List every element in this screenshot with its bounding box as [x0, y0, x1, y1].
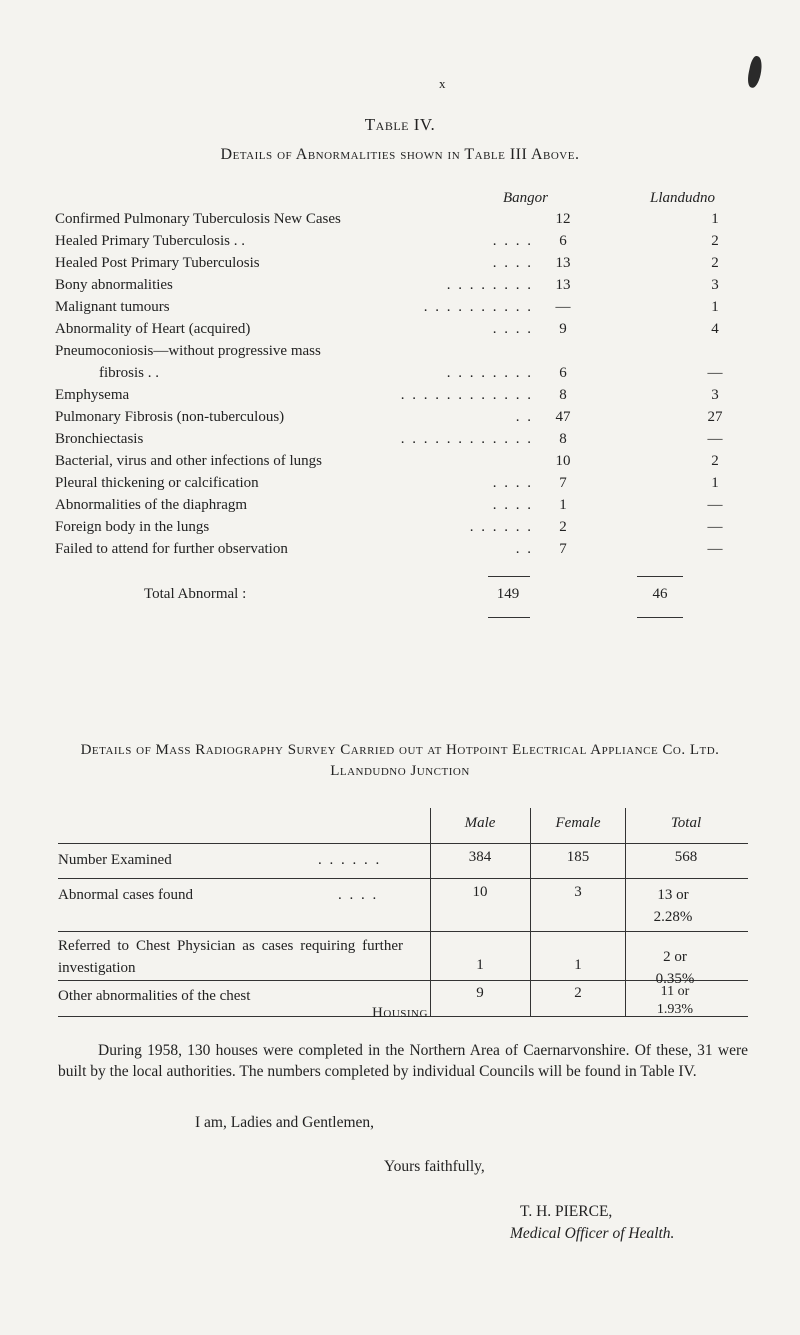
table-row: [55, 365, 745, 387]
row-label: Emphysema: [55, 387, 130, 403]
closing: Yours faithfully,: [384, 1158, 485, 1175]
survey-subtitle: Llandudno Junction: [330, 763, 470, 779]
leader-dots: . . . .: [492, 321, 533, 337]
bangor-value: 47: [555, 409, 571, 425]
bangor-value: 7: [559, 541, 567, 557]
ink-blot: [746, 55, 764, 89]
leader-dots: . . . .: [338, 887, 379, 903]
leader-dots: . . . . . .: [318, 852, 382, 868]
female-value: 3: [574, 884, 582, 900]
col-male: Male: [464, 815, 496, 831]
bangor-value: 13: [555, 277, 571, 293]
total-rule-bottom-bangor: [488, 617, 530, 618]
table-row: [55, 431, 745, 453]
row-label: Failed to attend for further observation: [55, 541, 288, 557]
male-value: 9: [476, 985, 484, 1001]
total-rule-top-bangor: [488, 576, 530, 577]
llandudno-value: —: [707, 431, 723, 447]
bangor-value: —: [555, 299, 571, 315]
row-label: Referred to Chest Physician as cases requiring further investigation: [58, 938, 403, 976]
table-row: [55, 475, 745, 497]
bangor-value: 2: [559, 519, 567, 535]
total-value: 13 or 2.28%: [653, 887, 693, 925]
row-label: Bacterial, virus and other infections of lungs: [55, 453, 323, 469]
table-row: [55, 277, 745, 299]
leader-dots: . .: [515, 409, 533, 425]
table-hline: [58, 931, 748, 932]
row-label: Bony abnormalities: [55, 277, 173, 293]
total-bangor: 149: [496, 586, 520, 602]
leader-dots: . . . . . . . . . . . .: [400, 387, 533, 403]
table-row: [55, 211, 745, 233]
row-label: [58, 849, 403, 871]
llandudno-value: —: [707, 541, 723, 557]
llandudno-value: 3: [711, 277, 719, 293]
female-value: 1: [574, 957, 582, 973]
row-label: Malignant tumours: [55, 299, 170, 315]
row-label: Healed Primary Tuberculosis . .: [55, 233, 245, 249]
leader-dots: . . . . . . . .: [446, 365, 533, 381]
row-label: Abnormality of Heart (acquired): [55, 321, 251, 337]
col-bangor: Bangor: [503, 190, 548, 206]
llandudno-value: 1: [711, 475, 719, 491]
page-mark: x: [439, 76, 446, 91]
llandudno-value: 1: [711, 211, 719, 227]
llandudno-value: —: [707, 519, 723, 535]
bangor-value: 6: [559, 233, 567, 249]
row-label: Pneumoconiosis—without progressive mass: [55, 343, 321, 359]
total-llandudno: 46: [652, 586, 668, 602]
signer-title: Medical Officer of Health.: [510, 1225, 675, 1242]
table-row: [55, 519, 745, 541]
llandudno-value: 2: [711, 453, 719, 469]
bangor-value: 9: [559, 321, 567, 337]
total-value: 11 or 1.93%: [656, 984, 694, 1017]
table-row: [55, 453, 745, 475]
bangor-value: 10: [555, 453, 571, 469]
table-row: [55, 497, 745, 519]
row-label: [58, 884, 403, 906]
table-row: [55, 541, 745, 563]
female-value: 185: [566, 849, 590, 865]
row-label-text: Abnormal cases found: [58, 887, 193, 903]
housing-heading: Housing: [372, 1005, 428, 1021]
table4-subtitle: Details of Abnormalities shown in Table III Above.: [220, 146, 580, 163]
row-label: Pulmonary Fibrosis (non-tuberculous): [55, 409, 285, 425]
bangor-value: 8: [559, 431, 567, 447]
table-row: [55, 343, 745, 365]
col-llandudno: Llandudno: [650, 190, 716, 206]
table-row: [55, 233, 745, 255]
row-label: Abnormalities of the diaphragm: [55, 497, 248, 513]
leader-dots: . . . . . . . . . .: [423, 299, 533, 315]
table-hline: [58, 843, 748, 844]
llandudno-value: —: [707, 497, 723, 513]
bangor-value: 13: [555, 255, 571, 271]
table-hline: [58, 878, 748, 879]
table4-title: Table IV.: [364, 115, 436, 134]
row-label: Bronchiectasis: [55, 431, 144, 447]
bangor-value: 12: [555, 211, 571, 227]
leader-dots: . .: [515, 541, 533, 557]
bangor-value: 1: [559, 497, 567, 513]
total-value: 568: [674, 849, 698, 865]
row-label: fibrosis . .: [99, 365, 159, 381]
male-value: 1: [476, 957, 484, 973]
leader-dots: . . . . . . . .: [446, 277, 533, 293]
table-row: [55, 255, 745, 277]
llandudno-value: 1: [711, 299, 719, 315]
col-total: Total: [670, 815, 702, 831]
leader-dots: . . . .: [492, 255, 533, 271]
bangor-value: 8: [559, 387, 567, 403]
llandudno-value: —: [707, 365, 723, 381]
llandudno-value: 27: [707, 409, 723, 425]
salutation: I am, Ladies and Gentlemen,: [195, 1114, 375, 1131]
llandudno-value: 2: [711, 255, 719, 271]
survey-title: Details of Mass Radiography Survey Carried out at Hotpoint Electrical Appliance Co. Ltd.: [80, 742, 720, 758]
leader-dots: . . . .: [492, 475, 533, 491]
row-label: Foreign body in the lungs: [55, 519, 210, 535]
total-value: 2 or 0.35%: [655, 949, 695, 987]
total-rule-bottom-llandudno: [637, 617, 683, 618]
housing-paragraph: During 1958, 130 houses were completed in the Northern Area of Caernarvonshire. Of these, 31 were built by the local authorities. The numbers completed by individual Councils will be found in Table IV.: [58, 1042, 748, 1080]
male-value: 384: [468, 849, 492, 865]
leader-dots: . . . .: [492, 233, 533, 249]
total-rule-top-llandudno: [637, 576, 683, 577]
row-label: Healed Post Primary Tuberculosis: [55, 255, 260, 271]
llandudno-value: 3: [711, 387, 719, 403]
table-row: [55, 299, 745, 321]
row-label: Other abnormalities of the chest: [58, 988, 251, 1004]
table-row: [55, 409, 745, 431]
male-value: 10: [472, 884, 488, 900]
table-row: [55, 387, 745, 409]
llandudno-value: 2: [711, 233, 719, 249]
leader-dots: . . . . . . . . . . . .: [400, 431, 533, 447]
signer-name: T. H. PIERCE,: [520, 1203, 613, 1220]
leader-dots: . . . . . .: [469, 519, 533, 535]
row-label: Confirmed Pulmonary Tuberculosis New Cases: [55, 211, 341, 227]
bangor-value: 6: [559, 365, 567, 381]
bangor-value: 7: [559, 475, 567, 491]
llandudno-value: 4: [711, 321, 719, 337]
total-label: Total Abnormal :: [144, 586, 247, 602]
col-female: Female: [555, 815, 601, 831]
row-label-text: Number Examined: [58, 852, 172, 868]
row-label: Pleural thickening or calcification: [55, 475, 259, 491]
female-value: 2: [574, 985, 582, 1001]
table-row: [55, 321, 745, 343]
leader-dots: . . . .: [492, 497, 533, 513]
